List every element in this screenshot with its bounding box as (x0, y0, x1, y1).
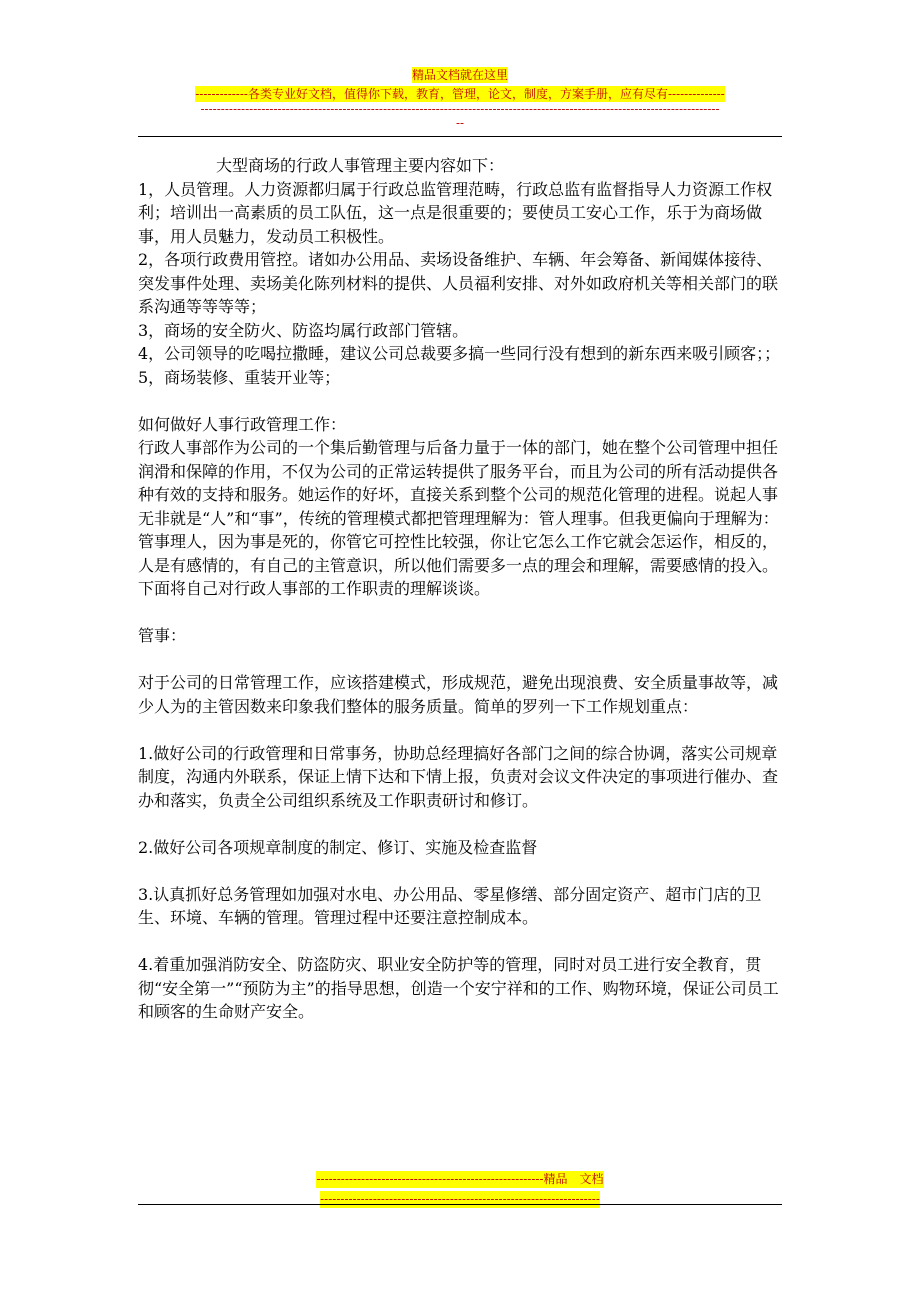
footer-rule (138, 1204, 782, 1205)
section-heading-manage: 管事： (138, 626, 187, 645)
point-2: 2.做好公司各项规章制度的制定、修订、实施及检查监督 (138, 837, 538, 857)
point-4: 4.着重加强消防安全、防盗防灾、职业安全防护等的管理，同时对员工进行安全教育，贯彻“安全第一”“预防为主”的指导思想，创造一个安宁祥和的工作、购物环境，保证公司员工和顾客的生命财产安全。 (138, 955, 779, 1021)
section-heading-how: 如何做好人事行政管理工作： (138, 414, 347, 434)
paragraph-overview: 行政人事部作为公司的一个集后勤管理与后备力量于一体的部门，她在整个公司管理中担任润滑和保障的作用，不仅为公司的正常运转提供了服务平台，而且为公司的所有活动提供各种有效的支持和服务。她运作的好坏，直接关系到整个公司的规范化管理的进程。说起人事无非就是“人”和“事”，传统的管理模式都把管理理解为：管人理事。但我更偏向于理解为：管事理人，因为事是死的，你管它可控性比较强，你让它怎么工作它就会怎运作，相反的，人是有感情的，有自己的主管意识，所以他们需要多一点的理会和理解，需要感情的投入。下面将自己对行政人事部的工作职责的理解谈谈。 (138, 438, 779, 598)
intro-line: 大型商场的行政人事管理主要内容如下： (216, 156, 505, 175)
paragraph-daily: 对于公司的日常管理工作，应该搭建模式，形成规范，避免出现浪费、安全质量事故等，减少人为的主管因数来印象我们整体的服务质量。简单的罗列一下工作规划重点： (138, 673, 779, 716)
header-tagline: -------------各类专业好文档，值得你下载，教育，管理，论文，制度，方案手册，应有尽有-------------- (195, 87, 725, 101)
page-header (138, 64, 782, 130)
point-3: 3.认真抓好总务管理如加强对水电、办公用品、零星修缮、部分固定资产、超市门店的卫生、环境、车辆的管理。管理过程中还要注意控制成本。 (138, 884, 762, 927)
footer-line-1: --------------------------------------------------------精品 文档 (316, 1172, 604, 1186)
list-item-5: 5，商场装修、重装开业等； (138, 367, 341, 387)
list-item-3: 3，商场的安全防火、防盗均属行政部门管辖。 (138, 320, 469, 340)
list-item-1: 1，人员管理。人力资源都归属于行政总监管理范畴，行政总监有监督指导人力资源工作权利；培训出一高素质的员工队伍，这一点是很重要的；要使员工安心工作，乐于为商场做事，用人员魅力，发动员工积极性。 (138, 179, 773, 246)
list-item-2: 2，各项行政费用管控。诸如办公用品、卖场设备维护、车辆、年会筹备、新闻媒体接待、突发事件处理、卖场美化陈列材料的提供、人员福利安排、对外如政府机关等相关部门的联系沟通等等等等； (138, 250, 779, 316)
page-footer (138, 1168, 782, 1208)
document-body (138, 154, 782, 1024)
header-title: 精品文档就在这里 (411, 68, 508, 82)
point-1: 1.做好公司的行政管理和日常事务，协助总经理搞好各部门之间的综合协调，落实公司规章制度，沟通内外联系，保证上情下达和下情上报，负责对会议文件决定的事项进行催办、查办和落实，负责全公司组织系统及工作职责研讨和修订。 (138, 743, 779, 810)
header-rule (138, 136, 782, 137)
header-dash-line: -------------------------------------------------------------------------------------------------------------------------------- (200, 102, 720, 116)
list-item-4: 4，公司领导的吃喝拉撒睡，建议公司总裁要多搞一些同行没有想到的新东西来吸引顾客；； (138, 344, 781, 363)
footer-line-2: --------------------------------------------------------------------- (320, 1192, 600, 1206)
header-dash-tail: -- (455, 116, 465, 130)
